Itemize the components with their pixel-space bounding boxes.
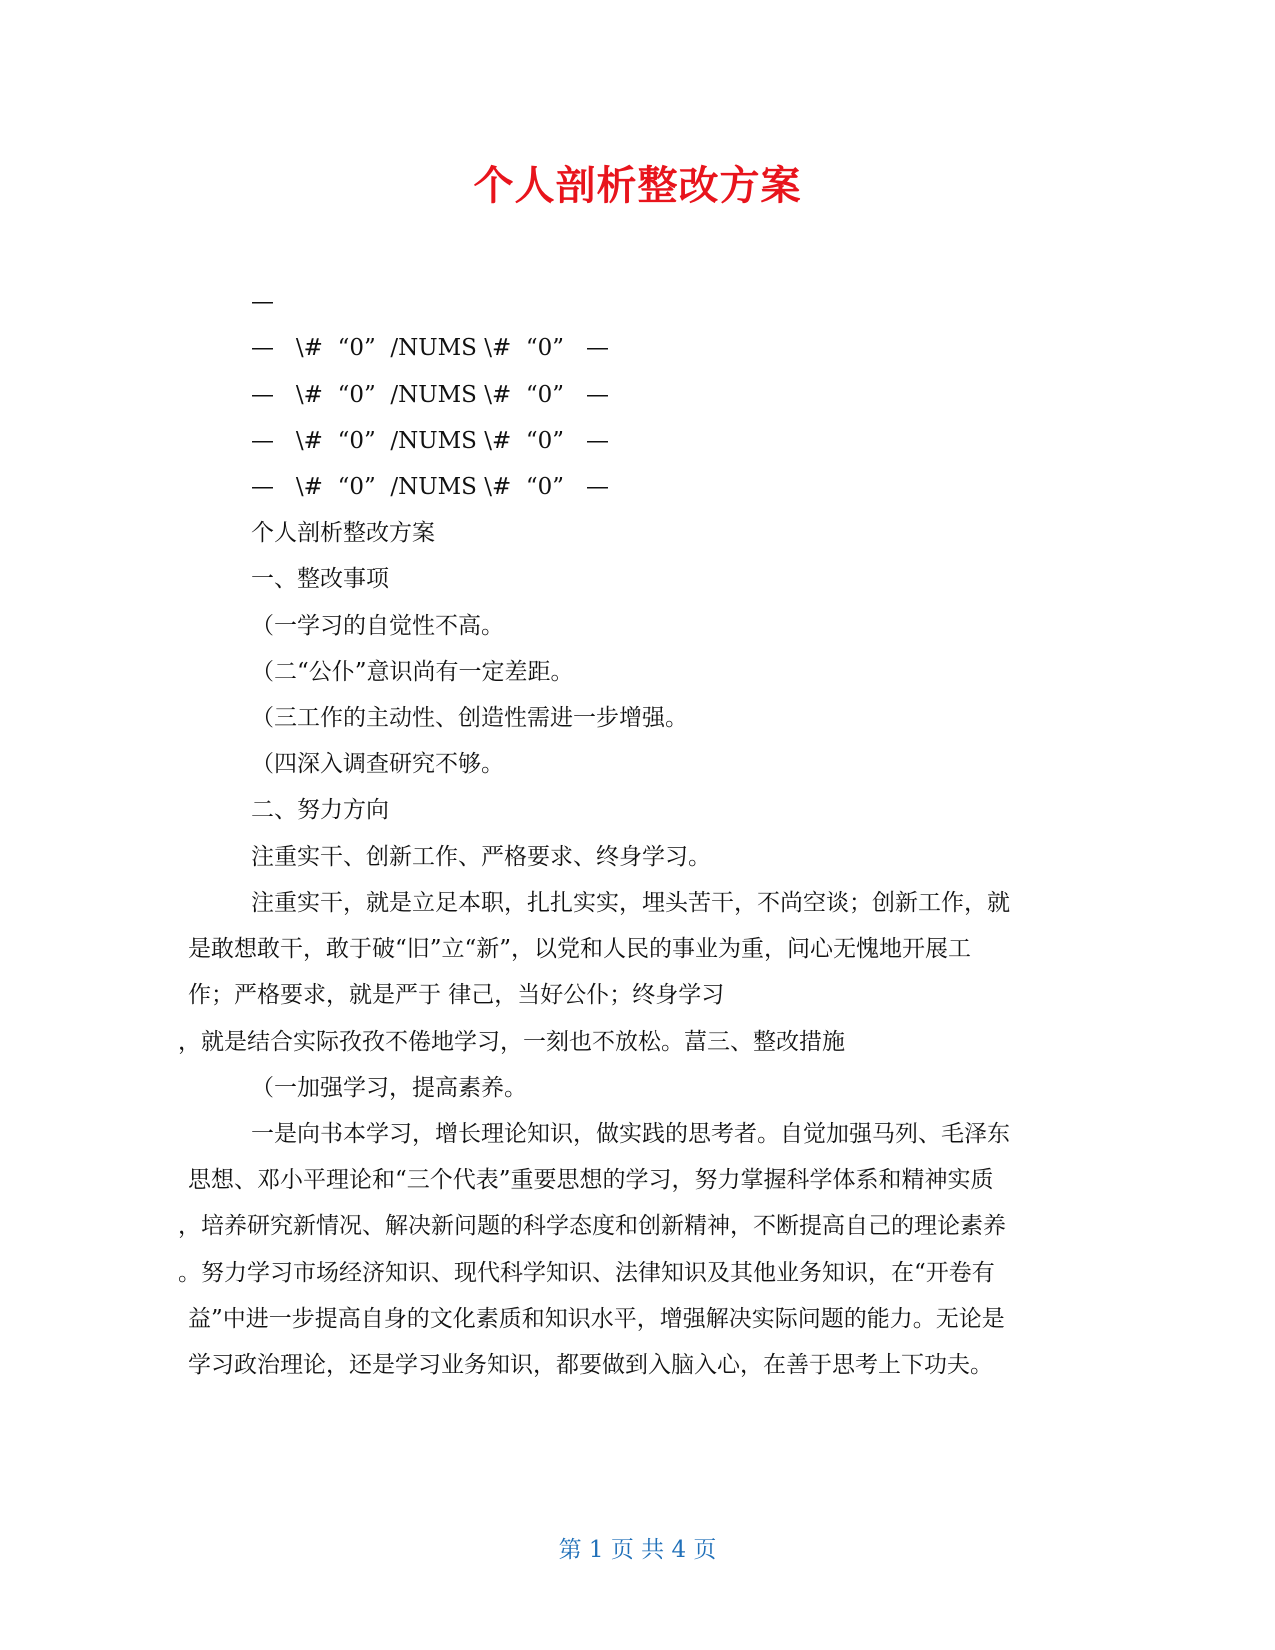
paragraph-line: ，培养研究新情况、解决新问题的科学态度和创新精神，不断提高自己的理论素养: [178, 1213, 1006, 1239]
paragraph-line: 一是向书本学习，增长理论知识，做实践的思考者。自觉加强马列、毛泽东: [251, 1121, 1010, 1147]
section-heading-1: 一、整改事项: [251, 566, 389, 592]
field-code-line: — \# “0” /NUMS \# “0” —: [251, 428, 609, 454]
list-item: （二“公仆”意识尚有一定差距。: [251, 659, 574, 685]
paragraph-line: 是敢想敢干，敢于破“旧”立“新”，以党和人民的事业为重，问心无愧地开展工: [188, 936, 972, 962]
document-title: 个人剖析整改方案: [473, 163, 802, 209]
paragraph-line: 注重实干，就是立足本职，扎扎实实，埋头苦干，不尚空谈；创新工作，就: [251, 890, 1010, 916]
direction-summary: 注重实干、创新工作、严格要求、终身学习。: [251, 844, 711, 870]
document-subtitle: 个人剖析整改方案: [251, 520, 435, 546]
paragraph-line: ，就是结合实际孜孜不倦地学习，一刻也不放松。葍三、整改措施: [178, 1029, 845, 1055]
field-code-line: — \# “0” /NUMS \# “0” —: [251, 382, 609, 408]
paragraph-line: 益”中进一步提高自身的文化素质和知识水平，增强解决实际问题的能力。无论是: [188, 1306, 1005, 1332]
field-code-line: —: [251, 289, 274, 315]
paragraph-line: 学习政治理论，还是学习业务知识，都要做到入脑入心，在善于思考上下功夫。: [188, 1352, 993, 1378]
field-code-line: — \# “0” /NUMS \# “0” —: [251, 335, 609, 361]
list-item: （一学习的自觉性不高。: [251, 613, 504, 639]
paragraph-line: 作；严格要求，就是严于 律己，当好公仆；终身学习: [188, 982, 725, 1008]
list-item: （三工作的主动性、创造性需进一步增强。: [251, 705, 688, 731]
section-heading-2: 二、努力方向: [251, 797, 389, 823]
measure-heading-1: （一加强学习，提高素养。: [251, 1075, 527, 1101]
list-item: （四深入调查研究不够。: [251, 751, 504, 777]
paragraph-line: 。努力学习市场经济知识、现代科学知识、法律知识及其他业务知识，在“开卷有: [178, 1260, 995, 1286]
page-footer: 第 1 页 共 4 页: [558, 1537, 717, 1563]
paragraph-line: 思想、邓小平理论和“三个代表”重要思想的学习，努力掌握科学体系和精神实质: [188, 1167, 994, 1193]
field-code-line: — \# “0” /NUMS \# “0” —: [251, 474, 609, 500]
